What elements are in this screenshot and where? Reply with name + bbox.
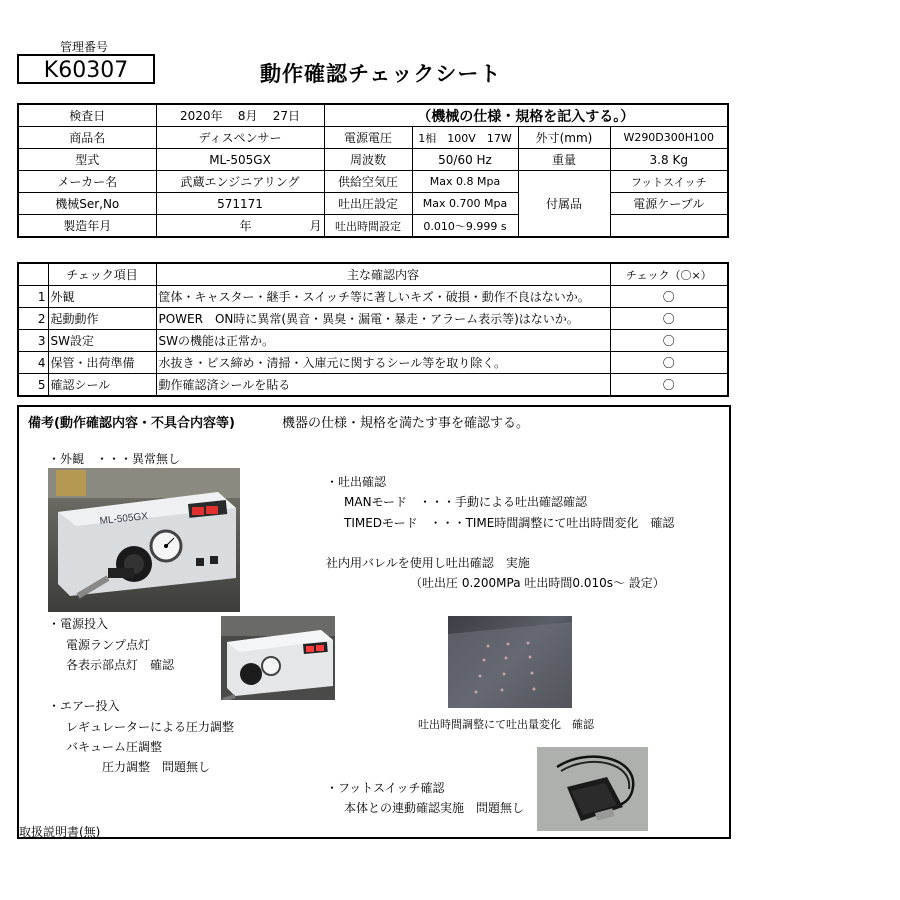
barrel-settings-note: （吐出圧 0.200MPa 吐出時間0.010s〜 設定） (410, 576, 665, 590)
frequency-value: 50/60 Hz (412, 149, 518, 171)
table-row (18, 374, 728, 397)
air-pressure-label: 供給空気圧 (324, 171, 412, 193)
table-row (18, 308, 728, 330)
footswitch-note: ・フットスイッチ確認 (326, 781, 445, 795)
footswitch-ok-note: 本体との連動確認実施 問題無し (344, 801, 525, 815)
row-mark: 〇 (610, 330, 728, 352)
discharge-pressure-label: 吐出圧設定 (324, 193, 412, 215)
management-number: K60307 (17, 54, 155, 84)
table-row (18, 330, 728, 352)
accessory-item (610, 215, 728, 238)
discharge-check-note: ・吐出確認 (326, 475, 387, 489)
row-number: 1 (18, 286, 48, 308)
manual-note: 取扱説明書(無) (19, 825, 101, 839)
discharge-pressure-value: Max 0.700 Mpa (412, 193, 518, 215)
spec-table (17, 103, 729, 238)
power-on-note: ・電源投入 (48, 617, 109, 631)
row-mark: 〇 (610, 374, 728, 397)
accessory-item: 電源ケーブル (610, 193, 728, 215)
row-content: 筐体・キャスター・継手・スイッチ等に著しいキズ・破損・動作不良はないか。 (156, 286, 610, 308)
dimensions-label: 外寸(mm) (518, 127, 610, 149)
inspection-date-label: 検査日 (18, 104, 156, 127)
page-title: 動作確認チェックシート (260, 62, 502, 86)
row-content: 水抜き・ビス締め・清掃・入庫元に関するシール等を取り除く。 (156, 352, 610, 374)
row-mark: 〇 (610, 308, 728, 330)
row-item: 確認シール (48, 374, 156, 397)
maker-label: メーカー名 (18, 171, 156, 193)
power-on-photo (221, 616, 335, 700)
row-content: SWの機能は正常か。 (156, 330, 610, 352)
inspection-date: 2020年 8月 27日 (156, 104, 324, 127)
row-number: 4 (18, 352, 48, 374)
row-item: 保管・出荷準備 (48, 352, 156, 374)
management-number-label: 管理番号 (60, 40, 109, 54)
air-input-note: ・エアー投入 (48, 699, 120, 713)
row-item: 外観 (48, 286, 156, 308)
mfg-date-label: 製造年月 (18, 215, 156, 238)
maker-value: 武蔵エンジニアリング (156, 171, 324, 193)
row-content: 動作確認済シールを貼る (156, 374, 610, 397)
product-value: ディスペンサー (156, 127, 324, 149)
device-label: ML-505GX (99, 510, 149, 527)
row-number: 3 (18, 330, 48, 352)
discharge-time-label: 吐出時間設定 (324, 215, 412, 238)
dimensions-value: W290D300H100 (610, 127, 728, 149)
header-num (18, 263, 48, 286)
pressure-ok-note: 圧力調整 問題無し (102, 760, 211, 774)
man-mode-note: MANモード ・・・手動による吐出確認確認 (344, 495, 588, 509)
discharge-time-value: 0.010〜9.999 s (412, 215, 518, 238)
power-lamp-note: 電源ランプ点灯 (66, 638, 151, 652)
row-item: SW設定 (48, 330, 156, 352)
regulator-note: レギュレーターによる圧力調整 (66, 720, 235, 734)
vacuum-note: バキューム圧調整 (66, 740, 163, 754)
voltage-value: 1相 100V 17W (412, 127, 518, 149)
timed-mode-note: TIMEDモード ・・・TIME時間調整にて吐出時間変化 確認 (344, 516, 675, 530)
accessory-item: フットスイッチ (610, 171, 728, 193)
header-content: 主な確認内容 (156, 263, 610, 286)
displays-note: 各表示部点灯 確認 (66, 658, 175, 672)
table-row (18, 352, 728, 374)
header-check-item: チェック項目 (48, 263, 156, 286)
voltage-label: 電源電圧 (324, 127, 412, 149)
row-mark: 〇 (610, 352, 728, 374)
row-number: 2 (18, 308, 48, 330)
weight-label: 重量 (518, 149, 610, 171)
frequency-label: 周波数 (324, 149, 412, 171)
accessories-label: 付属品 (518, 171, 610, 238)
table-row (18, 286, 728, 308)
row-mark: 〇 (610, 286, 728, 308)
model-value: ML-505GX (156, 149, 324, 171)
spec-note: （機械の仕様・規格を記入する。） (324, 104, 728, 127)
remarks-summary: 機器の仕様・規格を満たす事を確認する。 (282, 416, 530, 431)
row-number: 5 (18, 374, 48, 397)
check-table (17, 262, 729, 397)
air-pressure-value: Max 0.8 Mpa (412, 171, 518, 193)
exterior-note: ・外観 ・・・異常無し (48, 452, 181, 466)
footswitch-photo (537, 747, 648, 831)
serial-label: 機械Ser,No (18, 193, 156, 215)
barrel-note: 社内用バレルを使用し吐出確認 実施 (326, 556, 530, 570)
row-item: 起動動作 (48, 308, 156, 330)
mfg-date-value: 年 月 (156, 215, 324, 238)
remarks-heading: 備考(動作確認内容・不具合内容等) (28, 416, 235, 431)
model-label: 型式 (18, 149, 156, 171)
dispenser-photo (48, 468, 240, 612)
header-check: チェック（〇×） (610, 263, 728, 286)
row-content: POWER ON時に異常(異音・異臭・漏電・暴走・アラーム表示等)はないか。 (156, 308, 610, 330)
serial-value: 571171 (156, 193, 324, 215)
product-label: 商品名 (18, 127, 156, 149)
discharge-dots-photo (448, 616, 572, 708)
photo-caption: 吐出時間調整にて吐出量変化 確認 (418, 718, 594, 731)
weight-value: 3.8 Kg (610, 149, 728, 171)
